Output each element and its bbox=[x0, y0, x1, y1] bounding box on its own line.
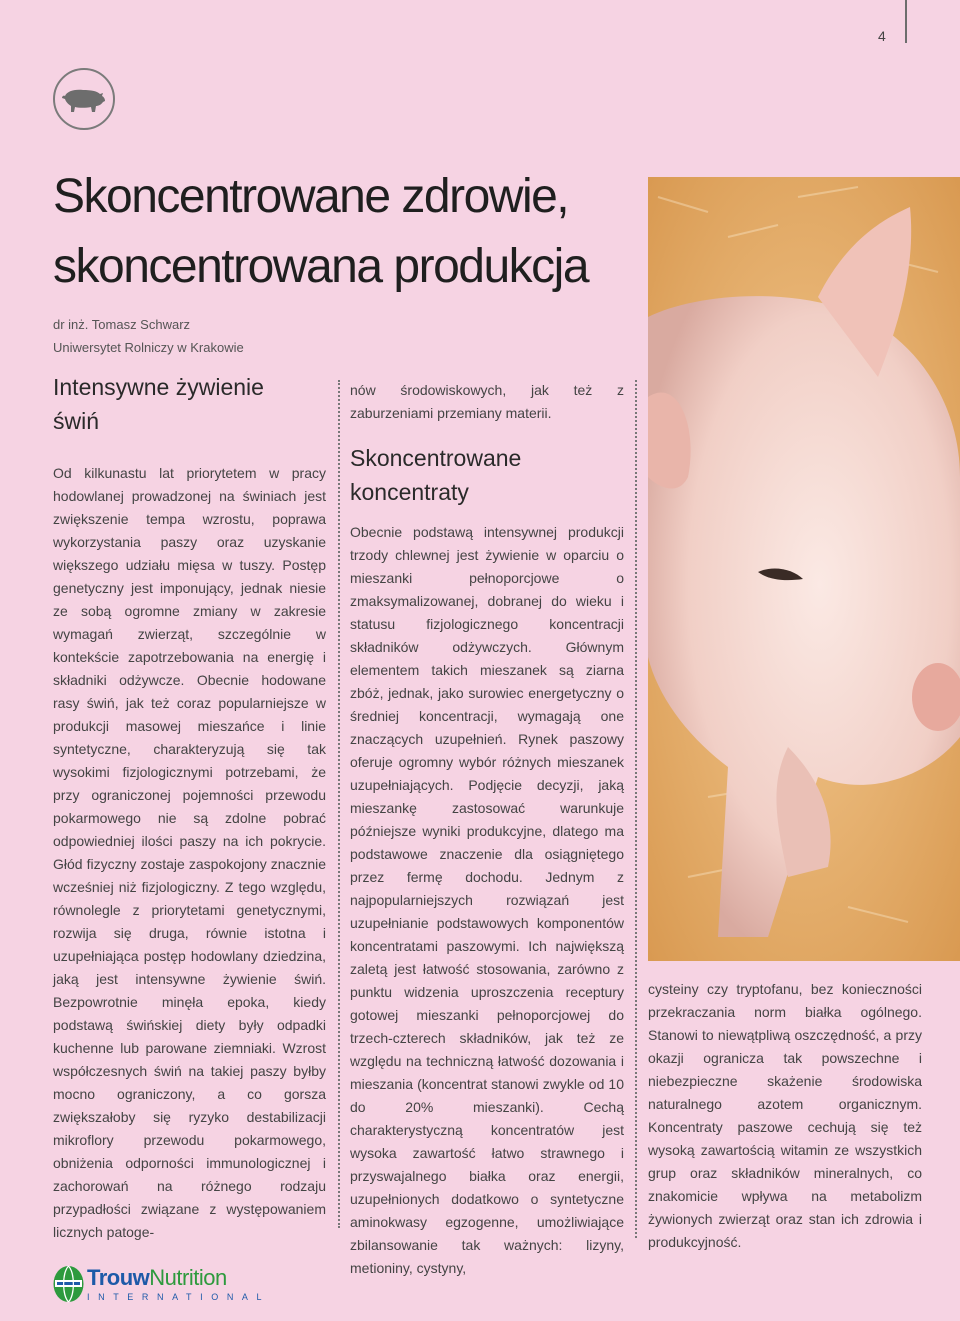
trouw-nutrition-logo bbox=[53, 1265, 270, 1303]
section-heading-concentrates bbox=[350, 441, 624, 509]
column-3-body: cysteiny czy tryptofanu, bez konieczności przekraczania norm białka ogólnego. Stanowi to niewątpliwą oszczędność, a przy okazji ogranicza tak powszechne i niebezpieczne skażenie środowiska naturalnego azotem organicznym. Koncentraty paszowe cechują się też wysoką zawartością witamin ze wszystkich grup oraz składników mineralnych, co znakomicie wpływa na metabolizm żywionych zwierząt oraz stan ich zdrowia i produkcyjność. bbox=[648, 981, 922, 1250]
logo-wordmark bbox=[87, 1266, 270, 1290]
column-1 bbox=[53, 370, 326, 1244]
page-title bbox=[53, 162, 588, 302]
logo-text bbox=[87, 1266, 270, 1302]
pig-icon bbox=[61, 84, 107, 114]
column-divider bbox=[338, 380, 340, 1228]
page-title-line2: skoncentrowana produkcja bbox=[53, 240, 589, 293]
column-1-body: Od kilkunastu lat priorytetem w pracy hodowlanej prowadzonej na świniach jest zwiększenie tempa wzrostu, poprawa wykorzystania paszy oraz uzyskanie większego udziału mięsa w tuszy. Postęp genetyczny jest imponujący, jednak niesie ze sobą ogromne zmiany w zakresie wymagań zwierząt, szczególnie w kontekście zapotrzebowania na energię i składniki odżywcze. Obecnie hodowane rasy świń, jak też coraz popularniejsze w produkcji masowej mieszańce i linie syntetyczne, charakteryzują się tak wysokimi fizjologicznymi potrzebami, że przy ograniczonej pojemności przewodu pokarmowego nie są zdolne pobrać odpowiedniej ilości paszy na ich pokrycie. Głód fizyczny zostaje zaspokojony znacznie wcześniej niż fizjologiczny. Z tego względu, równolegle z priorytetami genetycznymi, rozwija się druga, równie istotna i uzupełniająca postęp hodowlany dziedzina, jaką jest intensywne żywienie świń. Bezpowrotnie minęła epoka, kiedy podstawą świńskiej diety były odpadki kuchenne lub parowane ziemniaki. Wzrost współczesnych świń na takiej paszy byłby mocno ograniczony, a co gorsza zwiększałoby się ryzyko destabilizacji mikroflory przewodu pokarmowego, obniżenia odporności immunologicznej i zachorowań na różnego rodzaju przypadłości związane z występowaniem licznych patoge- bbox=[53, 465, 326, 1240]
column-3 bbox=[648, 978, 922, 1254]
heading-line: świń bbox=[53, 408, 100, 434]
column-2 bbox=[350, 379, 624, 1280]
logo-word-trouw: Trouw bbox=[87, 1265, 150, 1290]
page-title-line1: Skoncentrowane zdrowie, bbox=[53, 170, 569, 223]
heading-line: Intensywne żywienie bbox=[53, 374, 264, 400]
author-block bbox=[53, 313, 244, 359]
author-affiliation: Uniwersytet Rolniczy w Krakowie bbox=[53, 340, 244, 355]
section-heading-intensive-feeding bbox=[53, 370, 326, 438]
column-divider bbox=[635, 380, 637, 1238]
globe-icon bbox=[53, 1265, 84, 1303]
heading-line: koncentraty bbox=[350, 479, 469, 505]
logo-subtitle: INTERNATIONAL bbox=[87, 1292, 271, 1302]
author-name: dr inż. Tomasz Schwarz bbox=[53, 317, 191, 332]
pig-icon-badge bbox=[53, 68, 115, 130]
column-2-body: Obecnie podstawą intensywnej produkcji trzody chlewnej jest żywienie w oparciu o mieszanki pełnoporcjowe o zmaksymalizowanej, dobranej do wieku i statusu fizjologicznego koncentracji składników odżywczych. Głównym elementem takich mieszanek są ziarna zbóż, jednak, jako surowiec energetyczny o średniej koncentracji, wymagają one znaczących uzupełnień. Rynek paszowy oferuje ogromny wybór różnych mieszanek uzupełniających. Podjęcie decyzji, jaką mieszankę zastosować warunkuje późniejsze wyniki produkcyjne, dlatego ma podstawowe znaczenie dla osiągniętego przez fermę dochodu. Jednym z najpopularniejszych rozwiązań jest uzupełnianie podstawowych komponentów koncentratami paszowymi. Ich największą zaletą jest łatwość stosowania, zarówno z punktu widzenia uproszczenia receptury gotowej mieszanki pełnoporcjowej do trzech-czterech składników, jak też ze względu na techniczną łatwość dozowania i mieszania (koncentrat stanowi zwykle od 10 do 20% mieszanki). Cechą charakterystyczną koncentratów jest wysoka zawartość łatwo strawnego i przyswajalnego białka oraz energii, uzupełnionych dodatkowo o syntetyczne aminokwasy egzogenne, umożliwiające zbilansowanie tak ważnych: lizyny, metioniny, cystyny, bbox=[350, 524, 624, 1276]
heading-line: Skoncentrowane bbox=[350, 445, 522, 471]
column-2-intro: nów środowiskowych, jak też z zaburzeniami przemiany materii. bbox=[350, 382, 624, 421]
piglet-photo bbox=[648, 177, 960, 961]
page-number: 4 bbox=[878, 28, 886, 44]
page-number-rule bbox=[905, 0, 907, 43]
logo-word-nutrition: Nutrition bbox=[149, 1265, 227, 1290]
